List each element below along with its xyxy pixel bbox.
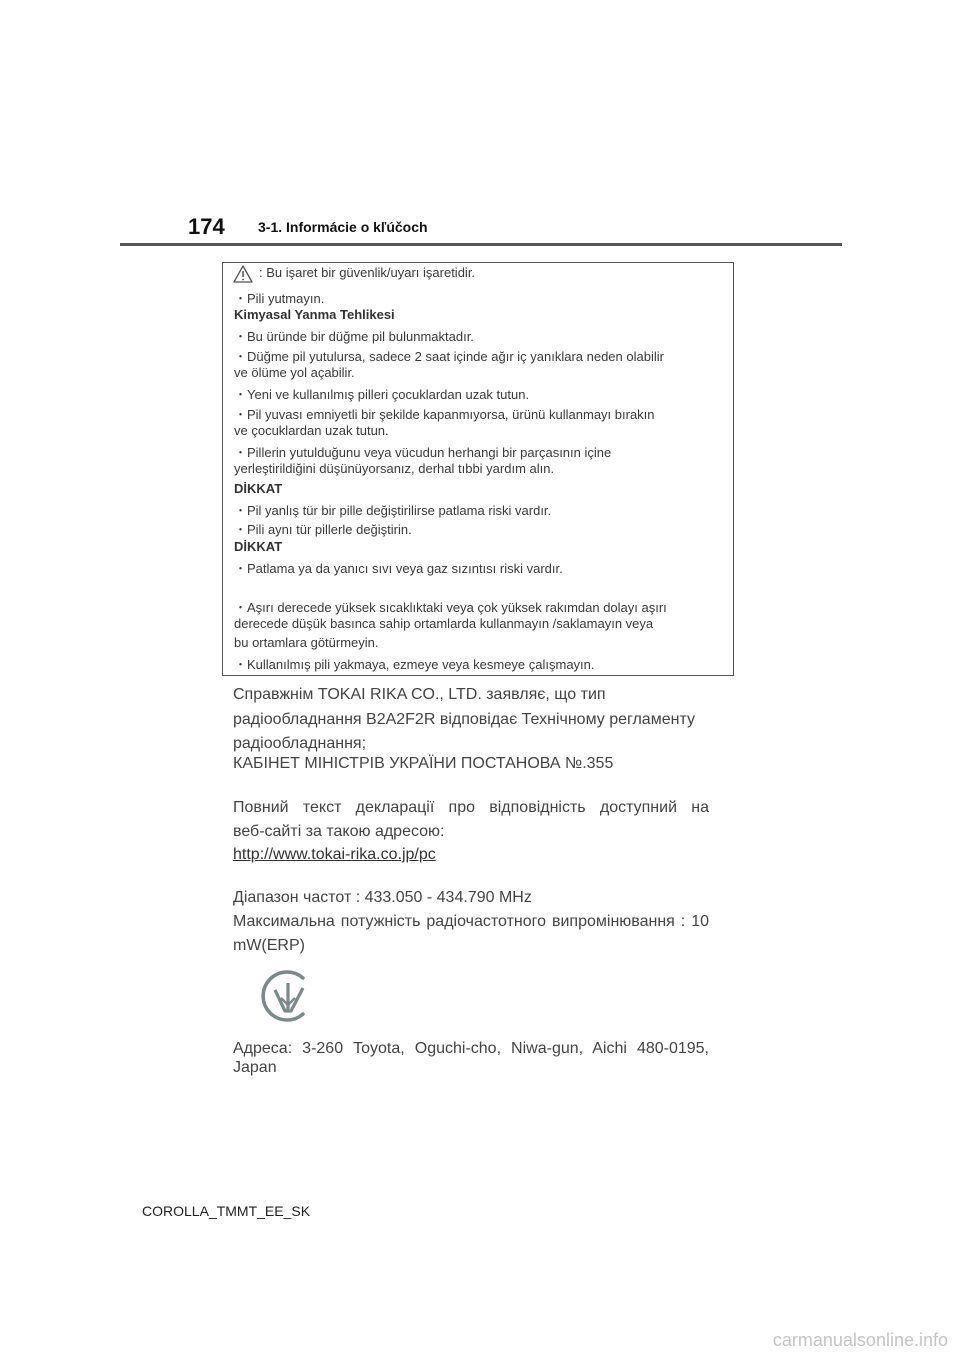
section-title: 3-1. Informácie o kľúčoch — [258, 219, 428, 235]
warning-line: ve ölüme yol açabilir. — [234, 365, 355, 380]
warning-line: : Bu işaret bir güvenlik/uyarı işaretidir. — [259, 265, 476, 280]
declaration-url-link[interactable]: http://www.tokai-rika.co.jp/pc — [233, 846, 436, 863]
watermark: carmanualsonline.info — [772, 1330, 948, 1350]
warning-heading: Kimyasal Yanma Tehlikesi — [234, 307, 395, 322]
page-number: 174 — [188, 214, 225, 239]
warning-line: ・Pili aynı tür pillerle değiştirin. — [234, 522, 412, 537]
warning-line: ・Kullanılmış pili yakmaya, ezmeye veya kesmeye çalışmayın. — [234, 657, 595, 672]
warning-line: ・Pillerin yutulduğunu veya vücudun herhangi bir parçasının içine — [234, 445, 612, 460]
declaration-line: радіообладнання B2A2F2R відповідає Технічному регламенту — [233, 711, 695, 728]
warning-line: ・Pil yuvası emniyetli bir şekilde kapanmıyorsa, ürünü kullanmayı bırakın — [234, 407, 655, 422]
declaration-line: КАБІНЕТ МІНІСТРІВ УКРАЇНИ ПОСТАНОВА №.355 — [233, 755, 614, 772]
warning-line: ・Aşırı derecede yüksek sıcaklıktaki veya çok yüksek rakımdan dolayı aşırı — [234, 600, 667, 615]
warning-line: yerleştirildiğini düşünüyorsanız, derhal tıbbi yardım alın. — [234, 461, 555, 476]
ukrainian-conformity-mark-icon — [259, 967, 319, 1030]
warning-triangle-icon — [233, 265, 253, 288]
declaration-line: радіообладнання; — [233, 735, 367, 752]
frequency-range: Діапазон частот : 433.050 - 434.790 MHz — [233, 889, 532, 906]
warning-line: ・Pili yutmayın. — [234, 291, 325, 306]
warning-line: ・Düğme pil yutulursa, sadece 2 saat içinde ağır iç yanıklara neden olabilir — [234, 349, 664, 364]
warning-line: ・Bu üründe bir düğme pil bulunmaktadır. — [234, 329, 474, 344]
document-code: COROLLA_TMMT_EE_SK — [142, 1203, 311, 1219]
warning-line: bu ortamlara götürmeyin. — [234, 635, 379, 650]
warning-line: ・Patlama ya da yanıcı sıvı veya gaz sızıntısı riski vardır. — [234, 561, 563, 576]
address-line: Japan — [233, 1059, 277, 1076]
declaration-line: Справжнім TOKAI RIKA CO., LTD. заявляє, що тип — [233, 686, 606, 703]
full-text-line: Повний текст декларації про відповідність доступний на — [233, 799, 709, 816]
header-rule — [120, 243, 842, 246]
warning-line: ve çocuklardan uzak tutun. — [234, 423, 389, 438]
warning-heading: DİKKAT — [234, 539, 283, 554]
warning-line: derecede düşük basınca sahip ortamlarda kullanmayın /saklamayın veya — [234, 616, 654, 631]
address-line: Адреса: 3-260 Toyota, Oguchi-cho, Niwa-gun, Aichi 480-0195, — [233, 1040, 709, 1057]
warning-box — [222, 262, 734, 676]
max-power-line: Максимальна потужність радіочастотного випромінювання : 10 — [233, 913, 709, 930]
warning-line: ・Yeni ve kullanılmış pilleri çocuklardan uzak tutun. — [234, 387, 530, 402]
full-text-line: веб-сайті за такою адресою: — [233, 823, 445, 840]
warning-heading: DİKKAT — [234, 481, 283, 496]
warning-line: ・Pil yanlış tür bir pille değiştirilirse patlama riski vardır. — [234, 503, 552, 518]
max-power-line: mW(ERP) — [233, 937, 305, 954]
